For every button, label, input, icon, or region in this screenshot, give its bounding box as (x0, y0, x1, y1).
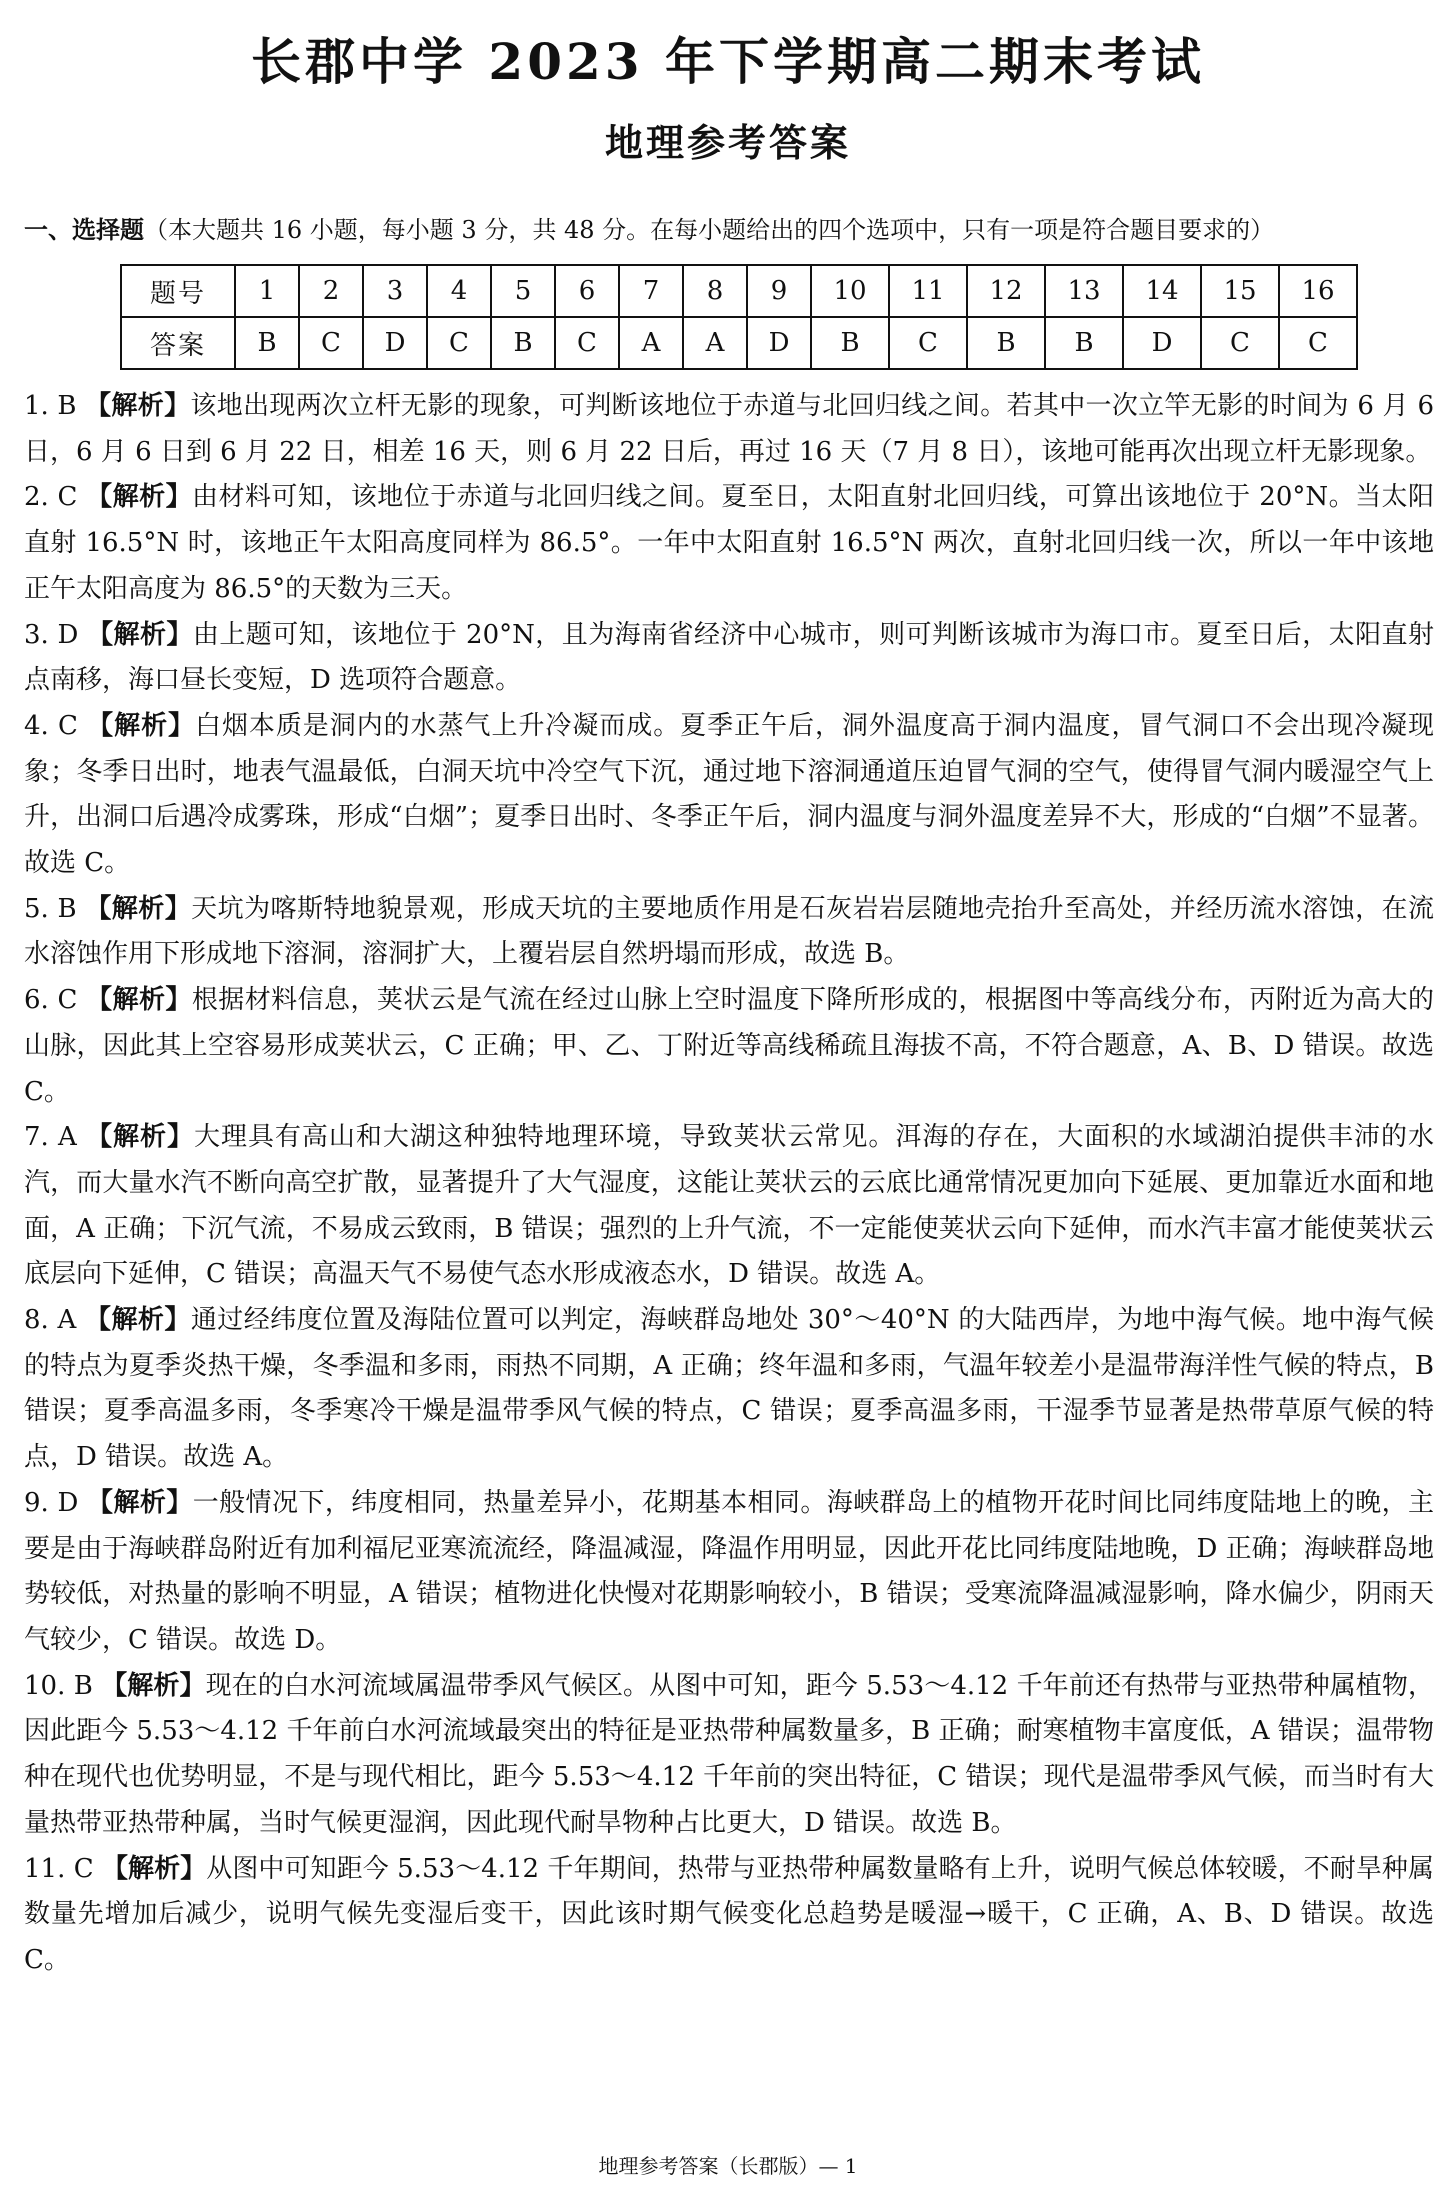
explanation-item (24, 978, 1434, 1115)
page-title: 长郡中学 2023 年下学期高二期末考试 (251, 32, 1205, 91)
explanation-text: 天坑为喀斯特地貌景观，形成天坑的主要地质作用是石灰岩岩层随地壳抬升至高处，并经历流水溶蚀，在流水溶蚀作用下形成地下溶洞，溶洞扩大，上覆岩层自然坍塌而形成，故选 B。 (24, 893, 1434, 970)
page-subtitle: 地理参考答案 (604, 120, 851, 165)
explanation-number: 10. B (24, 1670, 93, 1701)
explanation-tag: 【解析】 (86, 1122, 194, 1153)
answer-cell: D (1123, 317, 1201, 369)
answer-cell: C (1201, 317, 1279, 369)
question-number-cell: 5 (491, 265, 555, 317)
page-footer: 地理参考答案（长郡版）— 1 (598, 2154, 858, 2178)
answer-cell: A (683, 317, 747, 369)
question-number-cell: 11 (889, 265, 967, 317)
explanation-item (24, 1298, 1434, 1481)
explanation-text: 现在的白水河流域属温带季风气候区。从图中可知，距今 5.53～4.12 千年前还有热带与亚热带种属植物，因此距今 5.53～4.12 千年前白水河流域最突出的特征是亚热带种属数量多，B 正确；耐寒植物丰富度低，A 错误；温带物种在现代也优势明显，不是与现代相比，距今 5.53～4.12 千年前的突出特征，C 错误；现代是温带季风气候，而当时有大量热带亚热带种属，当时气候更湿润，因此现代耐旱物种占比更大，D 错误。故选 B。 (24, 1670, 1434, 1838)
explanation-item (24, 475, 1434, 612)
explanation-item (24, 704, 1434, 887)
explanation-tag: 【解析】 (87, 619, 193, 650)
question-number-cell: 10 (811, 265, 889, 317)
explanation-number: 2. C (24, 482, 78, 513)
explanation-number: 11. C (24, 1853, 94, 1884)
explanation-item (24, 887, 1434, 978)
number-row-header: 题号 (121, 265, 235, 317)
explanation-tag: 【解析】 (86, 482, 193, 513)
section-heading (24, 210, 1274, 245)
answer-table-number-row (121, 265, 1357, 317)
answer-cell: B (967, 317, 1045, 369)
explanation-number: 8. A (24, 1305, 77, 1336)
explanation-tag: 【解析】 (101, 1670, 206, 1701)
answer-cell: B (1045, 317, 1123, 369)
answer-cell: C (299, 317, 363, 369)
question-number-cell: 14 (1123, 265, 1201, 317)
explanation-tag: 【解析】 (87, 710, 195, 741)
answer-row-header: 答案 (121, 317, 235, 369)
question-number-cell: 13 (1045, 265, 1123, 317)
explanation-number: 9. D (24, 1487, 79, 1518)
question-number-cell: 16 (1279, 265, 1357, 317)
explanation-text: 从图中可知距今 5.53～4.12 千年期间，热带与亚热带种属数量略有上升，说明气候总体较暖，不耐旱种属数量先增加后减少，说明气候先变湿后变干，因此该时期气候变化总趋势是暖湿→暖干，C 正确，A、B、D 错误。故选 C。 (24, 1853, 1434, 1975)
explanation-item (24, 1115, 1434, 1298)
question-number-cell: 6 (555, 265, 619, 317)
explanation-tag: 【解析】 (85, 1305, 191, 1336)
question-number-cell: 4 (427, 265, 491, 317)
explanation-item (24, 384, 1434, 475)
explanation-text: 通过经纬度位置及海陆位置可以判定，海峡群岛地处 30°～40°N 的大陆西岸，为地中海气候。地中海气候的特点为夏季炎热干燥，冬季温和多雨，雨热不同期，A 正确；终年温和多雨，气温年较差小是温带海洋性气候的特点，B 错误；夏季高温多雨，冬季寒冷干燥是温带季风气候的特点，C 错误；夏季高温多雨，干湿季节显著是热带草原气候的特点，D 错误。故选 A。 (24, 1305, 1434, 1473)
answer-cell: C (889, 317, 967, 369)
explanation-text: 白烟本质是洞内的水蒸气上升冷凝而成。夏季正午后，洞外温度高于洞内温度，冒气洞口不会出现冷凝现象；冬季日出时，地表气温最低，白洞天坑中冷空气下沉，通过地下溶洞通道压迫冒气洞的空气，使得冒气洞内暖湿空气上升，出洞口后遇冷成雾珠，形成“白烟”；夏季日出时、冬季正午后，洞内温度与洞外温度差异不大，形成的“白烟”不显著。故选 C。 (24, 710, 1434, 879)
explanation-text: 由材料可知，该地位于赤道与北回归线之间。夏至日，太阳直射北回归线，可算出该地位于 20°N。当太阳直射 16.5°N 时，该地正午太阳高度同样为 86.5°。一年中太阳直射 16.5°N 两次，直射北回归线一次，所以一年中该地正午太阳高度为 86.5°的天数为三天。 (24, 482, 1434, 604)
explanation-tag: 【解析】 (101, 1853, 207, 1884)
answer-cell: C (427, 317, 491, 369)
explanation-tag: 【解析】 (85, 893, 192, 924)
question-number-cell: 8 (683, 265, 747, 317)
explanation-item (24, 1847, 1434, 1984)
answer-cell: B (235, 317, 299, 369)
question-number-cell: 9 (747, 265, 811, 317)
explanation-text: 大理具有高山和大湖这种独特地理环境，导致荚状云常见。洱海的存在，大面积的水域湖泊提供丰沛的水汽，而大量水汽不断向高空扩散，显著提升了大气湿度，这能让荚状云的云底比通常情况更加向下延展、更加靠近水面和地面，A 正确；下沉气流，不易成云致雨，B 错误；强烈的上升气流，不一定能使荚状云向下延伸，而水汽丰富才能使荚状云底层向下延伸，C 错误；高温天气不易使气态水形成液态水，D 错误。故选 A。 (24, 1122, 1434, 1290)
answer-cell: D (363, 317, 427, 369)
answer-cell: B (491, 317, 555, 369)
explanation-number: 7. A (24, 1122, 77, 1153)
answer-cell: D (747, 317, 811, 369)
question-number-cell: 7 (619, 265, 683, 317)
answer-table (120, 264, 1358, 370)
explanation-tag: 【解析】 (86, 985, 192, 1016)
question-number-cell: 15 (1201, 265, 1279, 317)
section-label: 一、选择题 (24, 215, 144, 244)
explanation-text: 该地出现两次立杆无影的现象，可判断该地位于赤道与北回归线之间。若其中一次立竿无影的时间为 6 月 6 日，6 月 6 日到 6 月 22 日，相差 16 天，则 6 月 22 日后，再过 16 天（7 月 8 日），该地可能再次出现立杆无影现象。 (24, 391, 1434, 467)
question-number-cell: 3 (363, 265, 427, 317)
answer-cell: B (811, 317, 889, 369)
explanation-number: 6. C (24, 985, 78, 1016)
explanation-number: 3. D (24, 619, 79, 650)
explanation-item (24, 613, 1434, 704)
explanation-tag: 【解析】 (87, 1487, 193, 1518)
explanation-text: 根据材料信息，荚状云是气流在经过山脉上空时温度下降所形成的，根据图中等高线分布，丙附近为高大的山脉，因此其上空容易形成荚状云，C 正确；甲、乙、丁附近等高线稀疏且海拔不高，不符合题意，A、B、D 错误。故选 C。 (24, 985, 1434, 1107)
explanation-number: 1. B (24, 391, 77, 421)
explanation-item (24, 1664, 1434, 1847)
question-number-cell: 2 (299, 265, 363, 317)
explanations (24, 384, 1434, 1984)
explanation-number: 5. B (24, 893, 77, 924)
answer-cell: C (555, 317, 619, 369)
answer-cell: A (619, 317, 683, 369)
explanation-tag: 【解析】 (85, 391, 191, 421)
explanation-text: 一般情况下，纬度相同，热量差异小，花期基本相同。海峡群岛上的植物开花时间比同纬度陆地上的晚，主要是由于海峡群岛附近有加利福尼亚寒流流经，降温减湿，降温作用明显，因此开花比同纬度陆地晚，D 正确；海峡群岛地势较低，对热量的影响不明显，A 错误；植物进化快慢对花期影响较小，B 错误；受寒流降温减湿影响，降水偏少，阴雨天气较少，C 错误。故选 D。 (24, 1487, 1434, 1655)
answer-cell: C (1279, 317, 1357, 369)
question-number-cell: 12 (967, 265, 1045, 317)
explanation-number: 4. C (24, 710, 78, 741)
explanation-text: 由上题可知，该地位于 20°N，且为海南省经济中心城市，则可判断该城市为海口市。夏至日后，太阳直射点南移，海口昼长变短，D 选项符合题意。 (24, 619, 1434, 696)
answer-table-answer-row (121, 317, 1357, 369)
explanation-item (24, 1481, 1434, 1664)
section-note: （本大题共 16 小题，每小题 3 分，共 48 分。在每小题给出的四个选项中，只有一项是符合题目要求的） (144, 216, 1275, 244)
question-number-cell: 1 (235, 265, 299, 317)
